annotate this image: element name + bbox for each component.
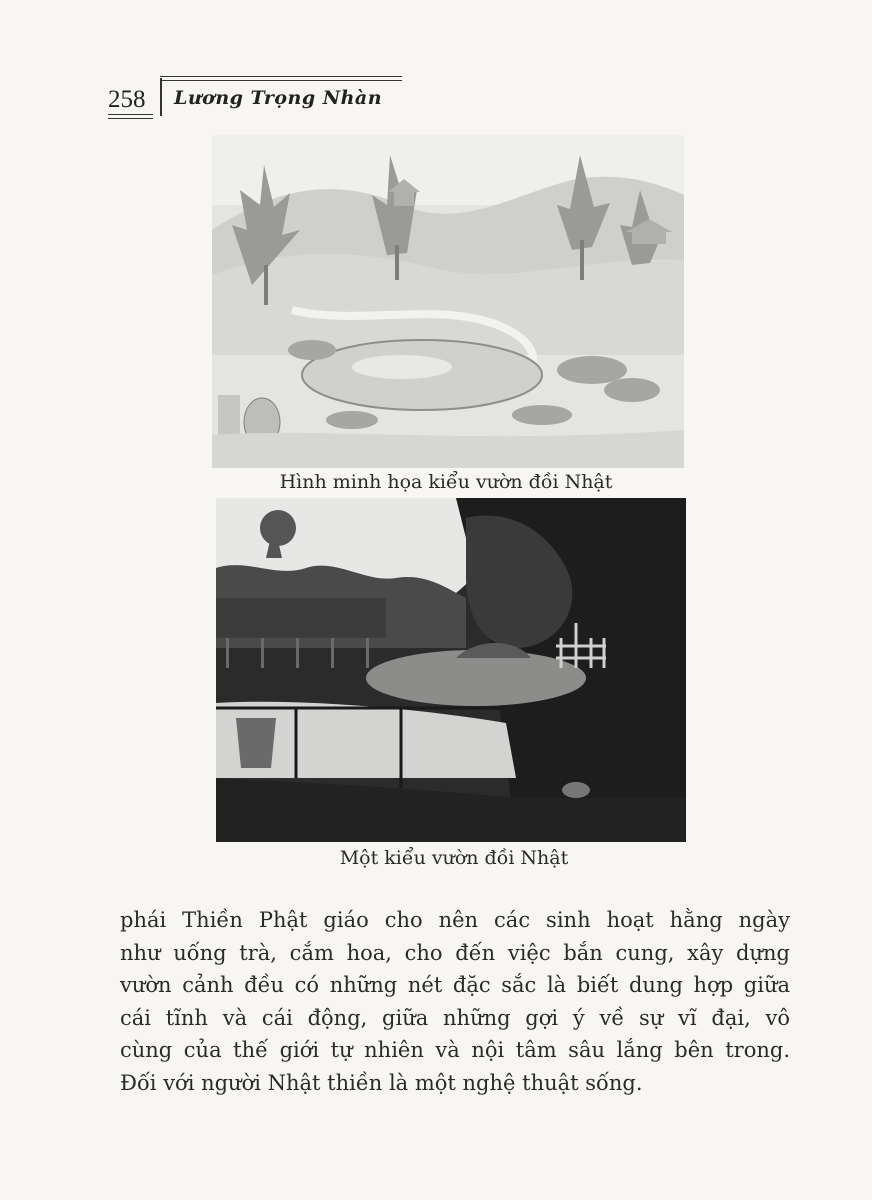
- body-text-line: Đối với người Nhật thiền là một nghệ thuật sống.: [120, 1070, 643, 1095]
- header-vertical-rule: [160, 78, 162, 116]
- body-text-line: như uống trà, cắm hoa, cho đến việc bắn cung, xây dựng: [120, 940, 790, 965]
- page-number-underline: [108, 114, 153, 119]
- body-text-line: vườn cảnh đều có những nét đặc sắc là biết dung hợp giữa: [120, 973, 790, 997]
- garden-photo-image: [216, 498, 686, 842]
- page-number: 258: [108, 86, 146, 113]
- running-header: [108, 72, 408, 122]
- body-text-line: cái tĩnh và cái động, giữa những gợi ý về sự vĩ đại, vô: [120, 1005, 790, 1030]
- garden-illustration-image: [212, 135, 684, 468]
- body-paragraph: [120, 904, 790, 1099]
- author-name: Lương Trọng Nhàn: [174, 87, 383, 109]
- body-text-line: cùng của thế giới tự nhiên và nội tâm sâu lắng bên trong.: [120, 1038, 790, 1062]
- figure-caption-1: Hình minh họa kiểu vườn đồi Nhật: [279, 471, 613, 493]
- header-top-rule: [160, 76, 402, 81]
- body-text-line: phái Thiền Phật giáo cho nên các sinh hoạt hằng ngày: [120, 908, 790, 932]
- figure-caption-2: Một kiểu vườn đồi Nhật: [339, 847, 569, 869]
